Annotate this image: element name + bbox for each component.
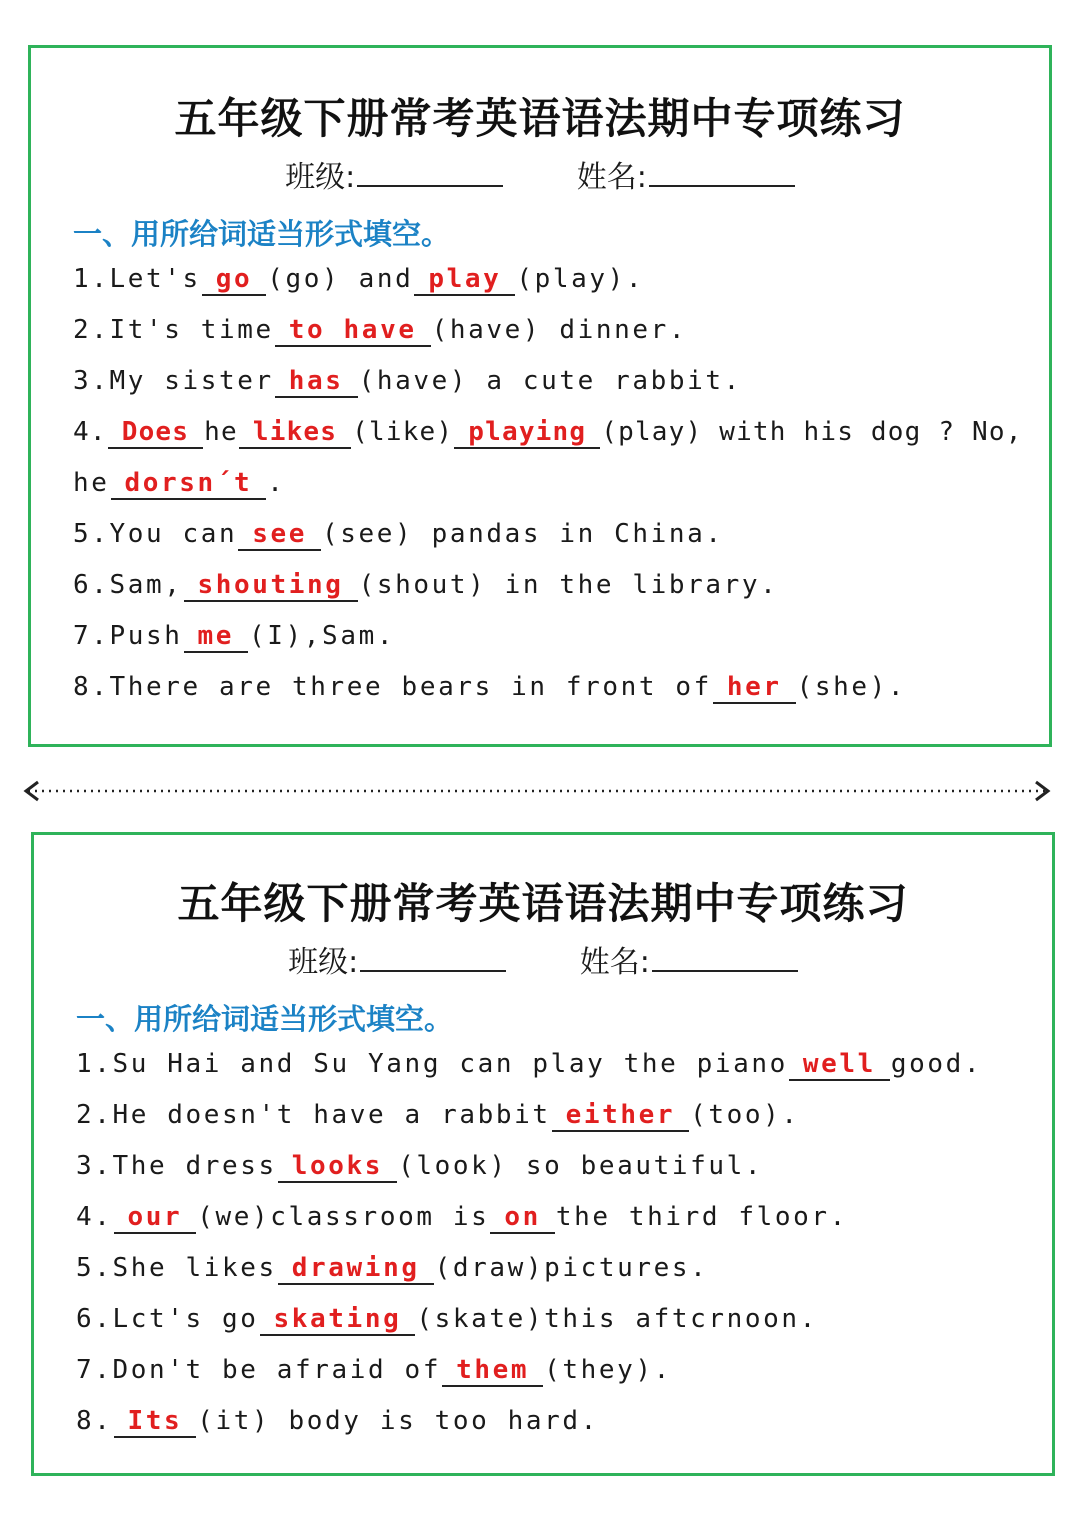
line-text: 7.Don't be afraid of <box>76 1355 442 1385</box>
exercise-line <box>73 264 644 296</box>
line-text: he <box>73 468 110 498</box>
answer-blank: looks <box>278 1151 397 1183</box>
line-text: (like) <box>352 417 454 447</box>
line-text: 4. <box>76 1202 113 1232</box>
worksheet-card-1 <box>28 45 1052 747</box>
exercise-line <box>76 1304 818 1336</box>
answer-blank: go <box>202 264 267 296</box>
answer-blank: to have <box>275 315 431 347</box>
answer-blank: her <box>713 672 796 704</box>
exercise-line <box>73 621 395 653</box>
answer-blank: Its <box>114 1406 197 1438</box>
name-field <box>577 152 795 196</box>
student-info <box>31 152 1049 196</box>
exercise-line <box>76 1355 672 1387</box>
line-text: 1.Let's <box>73 264 201 294</box>
worksheet-card-2 <box>31 832 1055 1476</box>
line-text: (it) body is too hard. <box>197 1406 599 1436</box>
section-heading: 一、用所给词适当形式填空。 <box>73 217 451 251</box>
line-text: (go) and <box>267 264 414 294</box>
line-text: 8.There are three bears in front of <box>73 672 712 702</box>
line-text: (I),Sam. <box>249 621 396 651</box>
answer-blank: has <box>275 366 358 398</box>
line-text: (have) a cute rabbit. <box>358 366 742 396</box>
answer-blank: Does <box>108 417 203 449</box>
exercise-line <box>76 1151 763 1183</box>
line-text: (see) pandas in China. <box>322 519 724 549</box>
line-text: (look) so beautiful. <box>398 1151 764 1181</box>
name-label: 姓名: <box>579 945 650 980</box>
answer-blank: see <box>238 519 321 551</box>
class-field <box>288 937 506 981</box>
line-text: (draw)pictures. <box>434 1253 709 1283</box>
line-text: 5.She likes <box>76 1253 277 1283</box>
exercise-line <box>76 1100 800 1132</box>
exercise-line <box>73 366 742 398</box>
line-text: (skate)this aftcrnoon. <box>416 1304 818 1334</box>
line-text: he <box>204 417 238 447</box>
section-heading: 一、用所给词适当形式填空。 <box>76 1002 454 1036</box>
line-text: (she). <box>796 672 907 702</box>
answer-blank: drawing <box>278 1253 434 1285</box>
exercise-line <box>73 570 778 602</box>
answer-blank: on <box>490 1202 555 1234</box>
answer-blank: them <box>442 1355 543 1387</box>
class-label: 班级: <box>285 160 356 195</box>
answer-blank: well <box>789 1049 890 1081</box>
exercise-line <box>76 1049 982 1081</box>
line-text: . <box>267 468 286 498</box>
student-info <box>34 937 1052 981</box>
name-blank[interactable] <box>652 944 798 972</box>
dotted-divider <box>22 779 1052 803</box>
line-text: 4. <box>73 417 107 447</box>
exercise-line <box>76 1253 708 1285</box>
class-label: 班级: <box>288 945 359 980</box>
line-text: (have) dinner. <box>431 315 688 345</box>
name-label: 姓名: <box>576 160 647 195</box>
exercise-line <box>73 519 724 551</box>
line-text: the third floor. <box>555 1202 848 1232</box>
answer-blank: either <box>552 1100 690 1132</box>
line-text: good. <box>890 1049 983 1079</box>
line-text: (shout) in the library. <box>358 570 779 600</box>
line-text: 2.He doesn't have a rabbit <box>76 1100 551 1130</box>
exercise-line <box>73 315 687 347</box>
class-blank[interactable] <box>360 944 506 972</box>
answer-blank: likes <box>239 417 351 449</box>
line-text: (we)classroom is <box>197 1202 490 1232</box>
line-text: (play) with his dog ? No, <box>601 417 1023 447</box>
worksheet-title: 五年级下册常考英语语法期中专项练习 <box>177 879 909 928</box>
line-text: (too). <box>690 1100 800 1130</box>
answer-blank: playing <box>454 417 600 449</box>
line-text: (they). <box>544 1355 672 1385</box>
line-text: 3.The dress <box>76 1151 277 1181</box>
name-field <box>580 937 798 981</box>
answer-blank: our <box>114 1202 197 1234</box>
exercise-line <box>73 417 1023 449</box>
exercise-line <box>76 1406 599 1438</box>
exercise-line <box>73 672 906 704</box>
answer-blank: dorsn´t <box>111 468 267 500</box>
line-text: 8. <box>76 1406 113 1436</box>
class-field <box>285 152 503 196</box>
class-blank[interactable] <box>357 159 503 187</box>
line-text: 3.My sister <box>73 366 274 396</box>
line-text: 6.Lct's go <box>76 1304 259 1334</box>
answer-blank: me <box>184 621 249 653</box>
line-text: 7.Push <box>73 621 183 651</box>
exercise-line <box>73 468 286 500</box>
line-text: 5.You can <box>73 519 238 549</box>
name-blank[interactable] <box>649 159 795 187</box>
worksheet-title: 五年级下册常考英语语法期中专项练习 <box>174 94 906 143</box>
line-text: 1.Su Hai and Su Yang can play the piano <box>76 1049 788 1079</box>
line-text: (play). <box>516 264 645 294</box>
answer-blank: shouting <box>184 570 358 602</box>
line-text: 6.Sam, <box>73 570 183 600</box>
exercise-line <box>76 1202 848 1234</box>
line-text: 2.It's time <box>73 315 274 345</box>
answer-blank: skating <box>260 1304 416 1336</box>
answer-blank: play <box>414 264 515 296</box>
